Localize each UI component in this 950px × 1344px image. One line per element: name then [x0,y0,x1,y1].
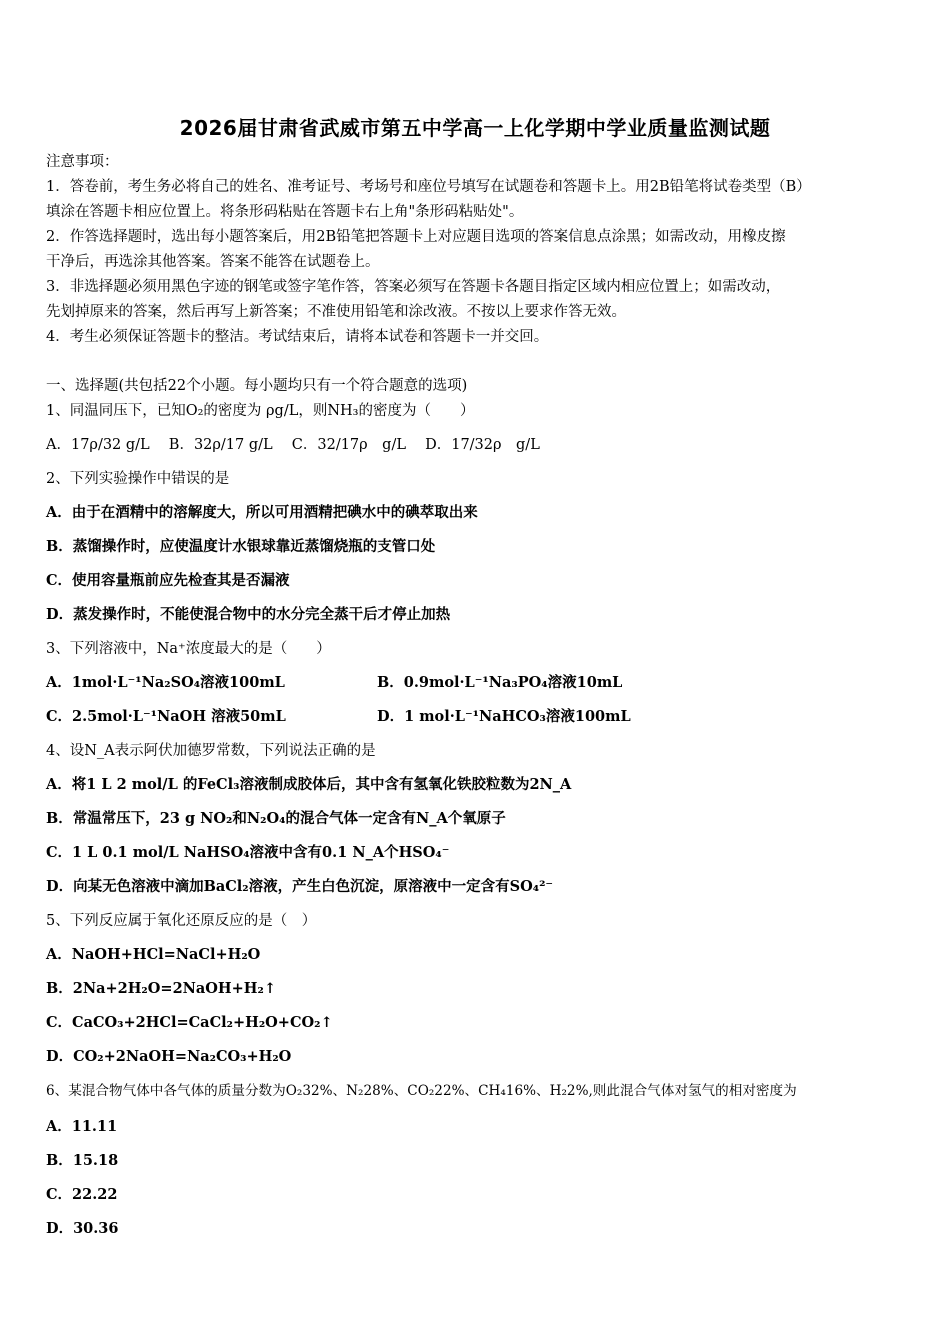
q6-stem: 6、某混合物气体中各气体的质量分数为O₂32%、N₂28%、CO₂22%、CH₄16%、H₂2%,则此混合气体对氢气的相对密度为 [46,1083,797,1099]
q6-option-d: D．30.36 [46,1220,119,1237]
notice-line: 4．考生必须保证答题卡的整洁。考试结束后，请将本试卷和答题卡一并交回。 [46,329,549,345]
notice-line: 干净后，再选涂其他答案。答案不能答在试题卷上。 [46,254,380,270]
q6-option-a: A．11.11 [46,1118,118,1135]
q5-stem: 5、下列反应属于氧化还原反应的是（ ） [46,913,317,929]
q3-option-a: A．1mol·L⁻¹Na₂SO₄溶液100mL [46,674,285,691]
q1-stem: 1、同温同压下，已知O₂的密度为 ρg/L，则NH₃的密度为（ ） [46,403,475,419]
notice-heading: 注意事项： [46,154,119,170]
q4-stem: 4、设N_A表示阿伏加德罗常数，下列说法正确的是 [46,743,376,759]
q6-option-c: C．22.22 [46,1186,118,1203]
q2-option-c: C．使用容量瓶前应先检查其是否漏液 [46,572,290,589]
q2-option-b: B．蒸馏操作时，应使温度计水银球靠近蒸馏烧瓶的支管口处 [46,538,436,555]
notice-line: 先划掉原来的答案，然后再写上新答案；不准使用铅笔和涂改液。不按以上要求作答无效。 [46,304,626,320]
q5-option-c: C．CaCO₃+2HCl=CaCl₂+H₂O+CO₂↑ [46,1014,333,1031]
q4-option-d: D．向某无色溶液中滴加BaCl₂溶液，产生白色沉淀，原溶液中一定含有SO₄²⁻ [46,878,554,895]
page-title: 2026届甘肃省武威市第五中学高一上化学期中学业质量监测试题 [179,116,771,140]
q2-option-a: A．由于在酒精中的溶解度大，所以可用酒精把碘水中的碘萃取出来 [46,504,478,521]
q5-option-d: D．CO₂+2NaOH=Na₂CO₃+H₂O [46,1048,292,1065]
q2-option-d: D．蒸发操作时，不能使混合物中的水分完全蒸干后才停止加热 [46,606,451,623]
q5-option-a: A．NaOH+HCl=NaCl+H₂O [46,946,261,963]
q6-option-b: B．15.18 [46,1152,119,1169]
q4-option-c: C．1 L 0.1 mol/L NaHSO₄溶液中含有0.1 N_A个HSO₄⁻ [46,844,450,861]
notice-line: 1．答卷前，考生务必将自己的姓名、准考证号、考场号和座位号填写在试题卷和答题卡上。用2B铅笔将试卷类型（B） [46,179,811,195]
notice-line: 2．作答选择题时，选出每小题答案后，用2B铅笔把答题卡上对应题目选项的答案信息点涂黑；如需改动，用橡皮擦 [46,229,786,245]
q3-stem: 3、下列溶液中，Na⁺浓度最大的是（ ） [46,641,331,657]
q4-option-b: B．常温常压下，23 g NO₂和N₂O₄的混合气体一定含有N_A个氧原子 [46,810,506,827]
q1-options: A．17ρ/32 g/L B．32ρ/17 g/L C．32/17ρ g/L D．17/32ρ g/L [46,437,540,453]
q4-option-a: A．将1 L 2 mol/L 的FeCl₃溶液制成胶体后，其中含有氢氧化铁胶粒数为2N_A [46,776,572,793]
q3-option-d: D．1 mol·L⁻¹NaHCO₃溶液100mL [377,708,631,725]
q3-option-c: C．2.5mol·L⁻¹NaOH 溶液50mL [46,708,286,725]
q3-option-b: B．0.9mol·L⁻¹Na₃PO₄溶液10mL [377,674,623,691]
q2-stem: 2、下列实验操作中错误的是 [46,471,230,487]
section-heading: 一、选择题(共包括22个小题。每小题均只有一个符合题意的选项) [46,378,468,394]
q5-option-b: B．2Na+2H₂O=2NaOH+H₂↑ [46,980,276,997]
notice-line: 填涂在答题卡相应位置上。将条形码粘贴在答题卡右上角"条形码粘贴处"。 [46,204,524,220]
notice-line: 3．非选择题必须用黑色字迹的钢笔或签字笔作答，答案必须写在答题卡各题目指定区域内相应位置上；如需改动， [46,279,781,295]
